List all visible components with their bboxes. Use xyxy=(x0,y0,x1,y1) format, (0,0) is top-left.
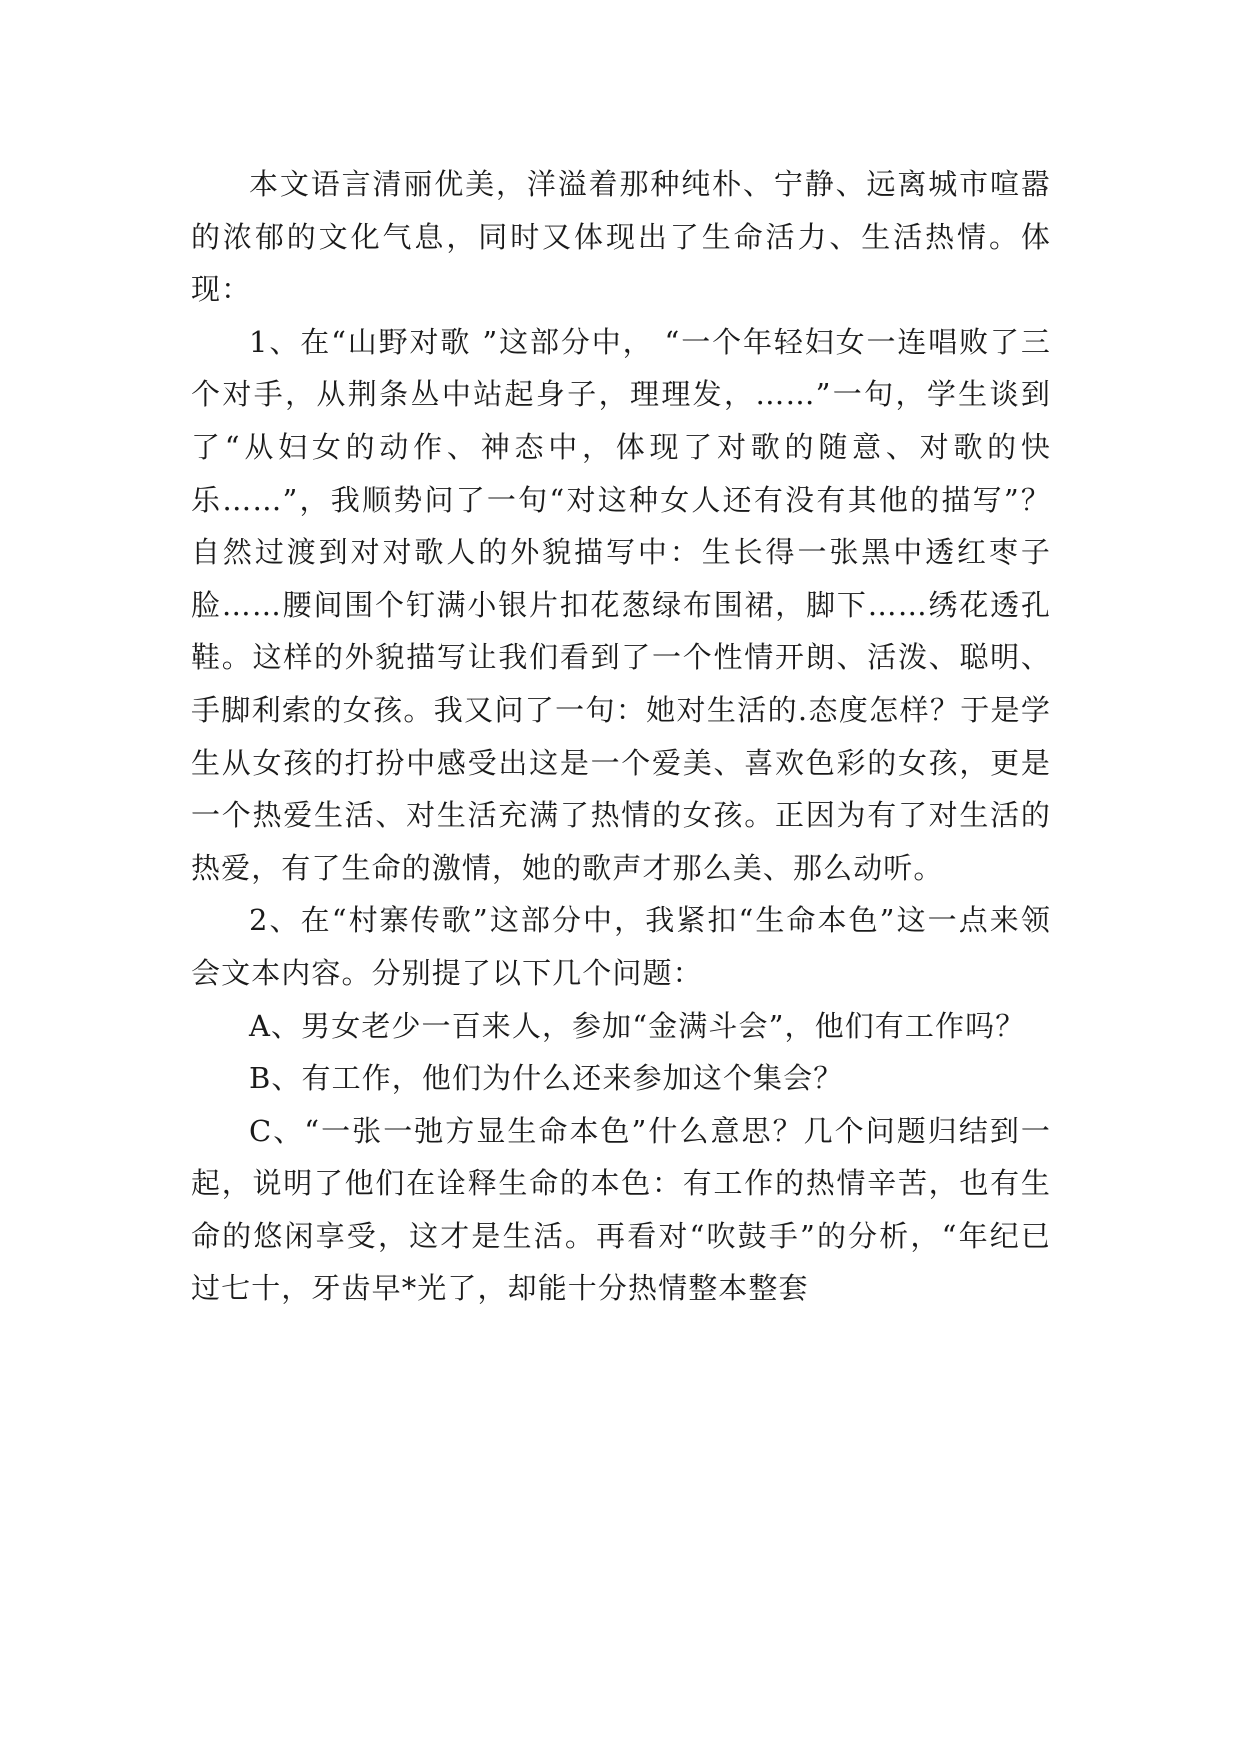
paragraph-intro: 本文语言清丽优美，洋溢着那种纯朴、宁静、远离城市喧嚣的浓郁的文化气息，同时又体现出了生命活力、生活热情。体现： xyxy=(191,167,1051,307)
paragraph-section-2: 2、在“村寨传歌”这部分中，我紧扣“生命本色”这一点来领会文本内容。分别提了以下几个问题： xyxy=(191,903,1051,990)
paragraph-section-1: 1、在“山野对歌 ”这部分中， “一个年轻妇女一连唱败了三个对手，从荆条丛中站起身子，理理发，……”一句，学生谈到了“从妇女的动作、神态中，体现了对歌的随意、对歌的快乐……”，我顺势问了一句“对这种女人还有没有其他的描写”？自然过渡到对对歌人的外貌描写中：生长得一张黑中透红枣子脸……腰间围个钉满小银片扣花葱绿布围裙，脚下……绣花透孔鞋。这样的外貌描写让我们看到了一个性情开朗、活泼、聪明、手脚利索的女孩。我又问了一句：她对生活的.态度怎样？于是学生从女孩的打扮中感受出这是一个爱美、喜欢色彩的女孩，更是一个热爱生活、对生活充满了热情的女孩。正因为有了对生活的热爱，有了生命的激情，她的歌声才那么美、那么动听。 xyxy=(191,324,1051,885)
paragraph-question-c: C、“一张一弛方显生命本色”什么意思？几个问题归结到一起，说明了他们在诠释生命的本色：有工作的热情辛苦，也有生命的悠闲享受，这才是生活。再看对“吹鼓手”的分析，“年纪已过七十，牙齿早*光了，却能十分热情整本整套 xyxy=(191,1113,1051,1306)
paragraph-question-b: B、有工作，他们为什么还来参加这个集会？ xyxy=(249,1061,844,1096)
document-body xyxy=(191,158,1051,1315)
paragraph-question-a: A、男女老少一百来人，参加“金满斗会”，他们有工作吗？ xyxy=(249,1008,1026,1043)
